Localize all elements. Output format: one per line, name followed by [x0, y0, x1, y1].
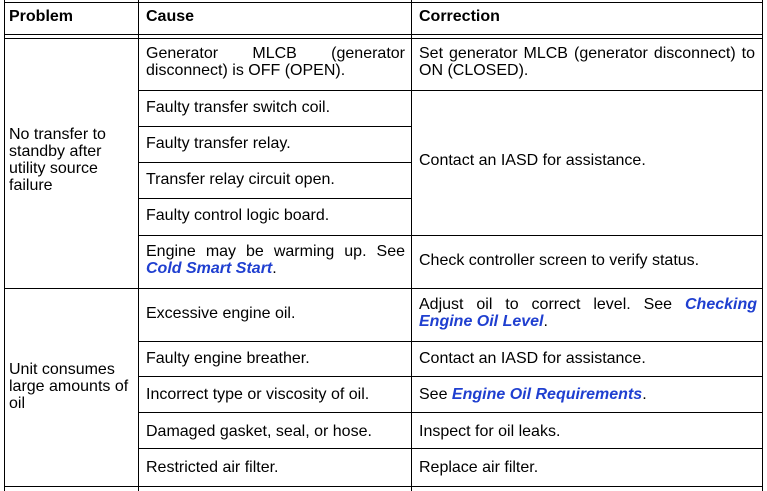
correction-see-end: . [642, 386, 647, 403]
problem-no-transfer: No transfer to standby after utility source failure [9, 126, 106, 194]
cause-engine-breather: Faulty engine breather. [146, 350, 310, 367]
cause-relay-circuit-open: Transfer relay circuit open. [146, 171, 335, 188]
row-rule [138, 412, 763, 413]
row-rule [138, 376, 763, 377]
correction-inspect-leaks: Inspect for oil leaks. [419, 423, 561, 440]
correction-adjust-oil-text: Adjust oil to correct level. See [419, 296, 685, 313]
table-right-border [762, 0, 763, 491]
cause-restricted-air-filter: Restricted air filter. [146, 459, 279, 476]
cause-engine-warming-text: Engine may be warming up. See [146, 243, 405, 260]
correction-check-controller: Check controller screen to verify status. [419, 252, 700, 269]
correction-contact-iasd-oil: Contact an IASD for assistance. [419, 350, 646, 367]
row-rule [138, 198, 411, 199]
cause-engine-warming-end: . [272, 260, 277, 277]
header-cause: Cause [146, 8, 195, 25]
column-divider-correction [411, 0, 412, 491]
table-left-border [4, 0, 5, 491]
correction-see-oil-requirements [419, 386, 755, 403]
cause-excessive-oil: Excessive engine oil. [146, 305, 296, 322]
cold-smart-start-link[interactable]: Cold Smart Start [146, 260, 273, 277]
header-rule-1 [4, 34, 763, 35]
header-rule-2 [4, 38, 763, 39]
correction-adjust-oil [419, 296, 757, 330]
correction-set-mlcb: Set generator MLCB (generator disconnect) to ON (CLOSED). [419, 45, 755, 79]
correction-replace-air-filter: Replace air filter. [419, 459, 539, 476]
engine-oil-requirements-link[interactable]: Engine Oil Requirements [451, 386, 643, 403]
group-rule [4, 288, 763, 289]
row-rule [138, 126, 411, 127]
row-rule [138, 162, 411, 163]
row-rule [138, 235, 763, 236]
table-bottom-border [4, 486, 763, 487]
row-rule [138, 90, 763, 91]
correction-contact-iasd: Contact an IASD for assistance. [419, 152, 646, 169]
correction-adjust-oil-end: . [543, 313, 548, 330]
correction-see-text: See [419, 386, 452, 403]
header-problem: Problem [9, 8, 74, 25]
problem-oil-consumption: Unit consumes large amounts of oil [9, 361, 129, 412]
cause-damaged-gasket: Damaged gasket, seal, or hose. [146, 423, 372, 440]
cause-transfer-relay: Faulty transfer relay. [146, 135, 291, 152]
cause-transfer-switch-coil: Faulty transfer switch coil. [146, 99, 331, 116]
header-correction: Correction [419, 8, 500, 25]
cause-control-logic-board: Faulty control logic board. [146, 207, 330, 224]
cause-generator-mlcb: Generator MLCB (generator disconnect) is OFF (OPEN). [146, 45, 405, 79]
cause-engine-warming [146, 243, 405, 277]
cause-oil-viscosity: Incorrect type or viscosity of oil. [146, 386, 370, 403]
row-rule [138, 448, 763, 449]
checking-engine-oil-level-link[interactable]: Checking Engine Oil Level [419, 296, 757, 330]
table-top-border [4, 2, 763, 3]
row-rule [138, 341, 763, 342]
column-divider-cause [138, 0, 139, 491]
